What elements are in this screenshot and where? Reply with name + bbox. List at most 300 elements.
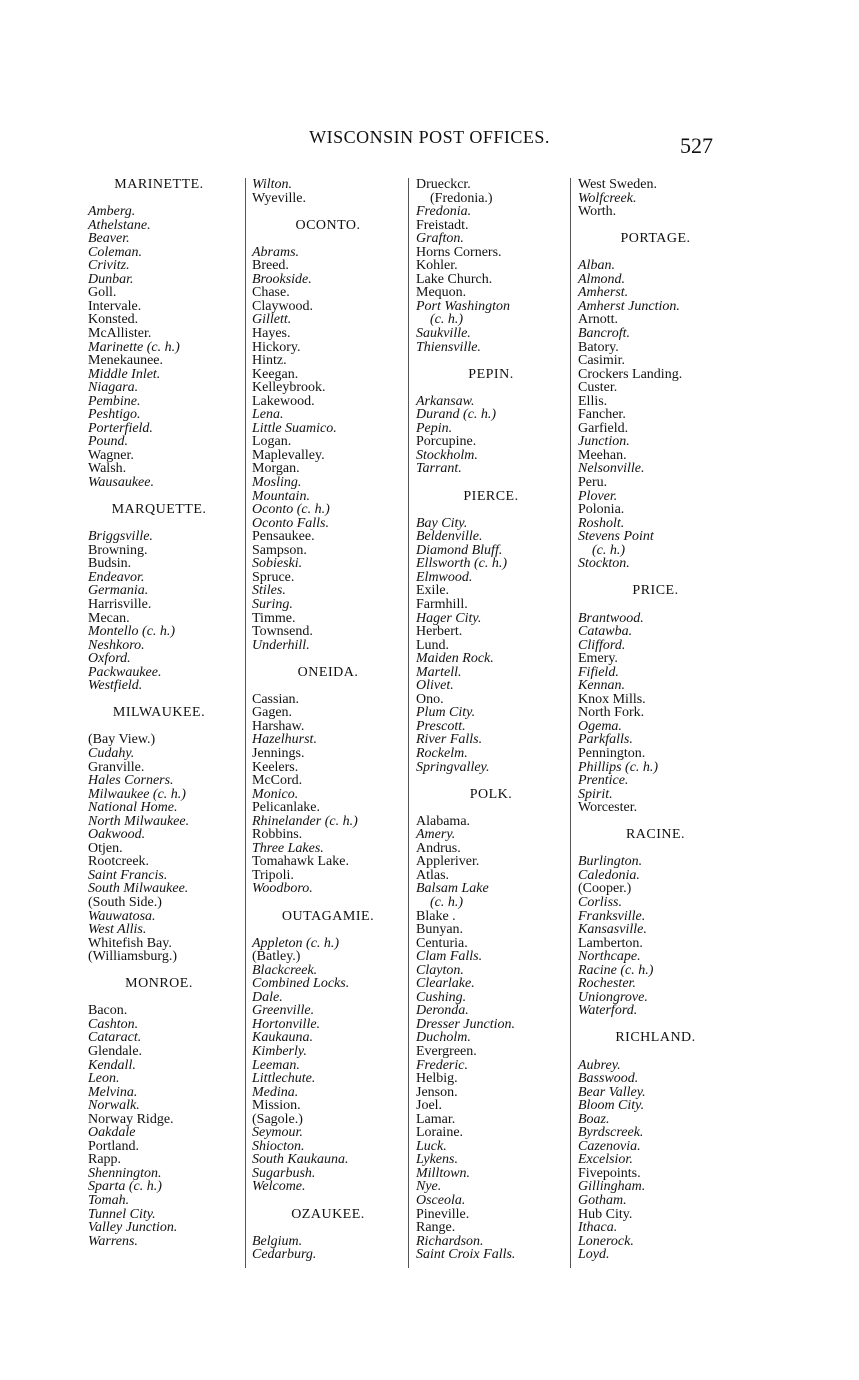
post-office-entry: Wyeville.: [252, 190, 306, 206]
post-office-entry: Granville.: [88, 759, 145, 775]
post-office-entry: Northcape.: [578, 949, 641, 965]
post-office-entry: Ithaca.: [578, 1220, 618, 1236]
post-office-entry: Little Suamico.: [252, 420, 337, 436]
post-office-entry: Prentice.: [578, 773, 629, 789]
post-office-entry: (c. h.): [592, 542, 626, 558]
post-office-entry: Woodboro.: [252, 881, 313, 897]
post-office-entry: Oconto Falls.: [252, 515, 329, 531]
county-heading: OUTAGAMIE.: [281, 908, 375, 924]
post-office-entry: Welcome.: [252, 1179, 306, 1195]
post-office-entry: Walsh.: [88, 461, 127, 477]
post-office-entry: Saukville.: [416, 326, 471, 342]
post-office-entry: Spruce.: [252, 569, 295, 585]
post-office-entry: Olivet.: [416, 678, 454, 694]
post-office-entry: (South Side.): [88, 894, 162, 910]
post-office-entry: Germania.: [88, 583, 149, 599]
spacer: [578, 598, 733, 612]
post-office-entry: North Milwaukee.: [88, 813, 190, 829]
post-office-entry: Crivitz.: [88, 258, 130, 274]
post-office-entry: Horns Corners.: [416, 244, 502, 260]
post-office-entry: North Fork.: [578, 705, 645, 721]
post-office-entry: Pennington.: [578, 745, 646, 761]
post-office-entry: Intervale.: [88, 298, 142, 314]
post-office-entry: Middle Inlet.: [88, 366, 161, 382]
spacer: [416, 381, 566, 395]
spacer: [88, 991, 230, 1005]
post-office-entry: Breed.: [252, 258, 289, 274]
post-office-entry: Lena.: [252, 407, 284, 423]
post-office-entry: Byrdscreek.: [578, 1125, 644, 1141]
post-office-entry: Gillett.: [252, 312, 292, 328]
post-office-entry: Portland.: [88, 1138, 139, 1154]
post-office-entry: Nelsonville.: [578, 461, 645, 477]
spacer: [88, 192, 230, 206]
post-office-entry: Burlington.: [578, 854, 643, 870]
post-office-entry: Excelsior.: [578, 1152, 633, 1168]
column-4: [578, 178, 733, 1262]
spacer: [416, 503, 566, 517]
post-office-entry: Crockers Landing.: [578, 366, 683, 382]
post-office-entry: Amery.: [416, 827, 456, 843]
post-office-entry: (Fredonia.): [430, 190, 493, 206]
post-office-entry: Cazenovia.: [578, 1138, 641, 1154]
post-office-entry: National Home.: [88, 800, 178, 816]
spacer: [252, 923, 404, 937]
post-office-entry: Tarrant.: [416, 461, 462, 477]
spacer: [416, 801, 566, 815]
post-office-entry: Deronda.: [416, 1003, 469, 1019]
post-office-entry: Fivepoints.: [578, 1165, 641, 1181]
county-heading: OZAUKEE.: [291, 1206, 365, 1222]
post-office-entry: Menekaunee.: [88, 353, 164, 369]
post-office-entry: Blake .: [416, 908, 456, 924]
post-office-entry: Glendale.: [88, 1044, 143, 1059]
page-number: 527: [680, 133, 713, 158]
county-heading: MARQUETTE.: [111, 502, 207, 518]
post-office-entry: Clifford.: [578, 637, 626, 653]
post-office-entry: Peru.: [578, 475, 608, 491]
post-office-entry: Hickory.: [252, 339, 301, 355]
post-office-entry: Jenson.: [416, 1084, 458, 1100]
post-office-entry: Endeavor.: [88, 569, 145, 585]
post-office-entry: Junction.: [578, 434, 630, 450]
post-office-entry: Brookside.: [252, 271, 312, 287]
post-office-entry: Kaukauna.: [252, 1030, 314, 1046]
post-office-entry: Spirit.: [578, 786, 613, 802]
post-office-entry: Sampson.: [252, 542, 307, 558]
spacer: [416, 476, 566, 490]
post-office-entry: Catawba.: [578, 624, 633, 640]
post-office-entry: Amherst.: [578, 285, 629, 301]
post-office-entry: Loyd.: [578, 1247, 610, 1263]
post-office-entry: Oconto (c. h.): [252, 502, 330, 518]
post-office-entry: Mountain.: [252, 488, 310, 504]
spacer: [88, 720, 230, 734]
spacer: [88, 964, 230, 978]
post-office-entry: Robbins.: [252, 827, 303, 843]
post-office-entry: Cashton.: [88, 1016, 139, 1032]
post-office-entry: Durand (c. h.): [416, 407, 497, 423]
post-office-entry: Tripoli.: [252, 867, 294, 883]
post-office-entry: Port Washington: [416, 298, 510, 314]
post-office-entry: Three Lakes.: [252, 840, 324, 856]
county-heading: PIERCE.: [463, 488, 519, 504]
post-office-entry: Worcester.: [578, 800, 638, 816]
post-office-entry: Casimir.: [578, 353, 626, 369]
post-office-entry: Shiocton.: [252, 1138, 305, 1154]
post-office-entry: Seymour.: [252, 1125, 303, 1141]
post-office-entry: Emery.: [578, 651, 618, 667]
post-office-entry: Browning.: [88, 542, 148, 558]
post-office-entry: Pineville.: [416, 1206, 470, 1222]
spacer: [88, 490, 230, 504]
post-office-entry: Polonia.: [578, 502, 625, 518]
post-office-entry: Niagara.: [88, 380, 139, 396]
post-office-entry: South Kaukauna.: [252, 1152, 349, 1168]
post-office-entry: Franksville.: [578, 908, 646, 924]
post-office-entry: Joel.: [416, 1098, 443, 1114]
post-office-entry: Budsin.: [88, 556, 132, 572]
post-office-entry: Meehan.: [578, 447, 627, 463]
post-office-entry: Keelers.: [252, 759, 299, 775]
spacer: [88, 693, 230, 707]
post-office-entry: Rapp.: [88, 1152, 122, 1168]
county-heading: PORTAGE.: [620, 231, 691, 247]
post-office-entry: Timme.: [252, 610, 296, 626]
post-office-entry: Konsted.: [88, 312, 139, 328]
post-office-entry: Harrisville.: [88, 596, 152, 612]
post-office-entry: (c. h.): [430, 894, 464, 910]
post-office-entry: Thiensville.: [416, 339, 481, 355]
post-office-entry: Osceola.: [416, 1193, 466, 1209]
post-office-entry: Stevens Point: [578, 529, 654, 545]
post-office-entry: Luck.: [416, 1138, 447, 1154]
post-office-entry: Diamond Bluff.: [416, 542, 503, 558]
post-office-entry: Lykens.: [416, 1152, 458, 1168]
post-office-entry: West Sweden.: [578, 177, 657, 192]
post-office-entry: Ogema.: [578, 718, 622, 734]
post-office-entry: Porterfield.: [88, 420, 153, 436]
post-office-entry: Andrus.: [416, 840, 461, 856]
post-office-entry: Maplevalley.: [252, 447, 325, 463]
post-office-entry: Hazelhurst.: [252, 732, 317, 748]
post-office-entry: Logan.: [252, 434, 292, 450]
post-office-entry: (Sagole.): [252, 1111, 303, 1127]
post-office-entry: Hayes.: [252, 326, 291, 342]
post-office-entry: Grafton.: [416, 231, 464, 247]
post-office-entry: Peshtigo.: [88, 407, 141, 423]
spacer: [252, 652, 404, 666]
post-office-entry: Mosling.: [252, 475, 302, 491]
post-office-entry: Norway Ridge.: [88, 1111, 174, 1127]
post-office-entry: Balsam Lake: [416, 881, 489, 897]
post-office-entry: Exile.: [416, 583, 450, 599]
post-office-entry: (Batley.): [252, 949, 301, 965]
post-office-entry: Appleriver.: [416, 854, 480, 870]
post-office-entry: Ellsworth (c. h.): [416, 556, 507, 572]
post-office-entry: Gagen.: [252, 705, 293, 721]
post-office-entry: Chase.: [252, 285, 290, 301]
spacer: [578, 571, 733, 585]
column-divider: [245, 178, 246, 1268]
post-office-entry: Cudahy.: [88, 745, 135, 761]
post-office-entry: McCord.: [252, 773, 303, 789]
post-office-entry: Rosholt.: [578, 515, 625, 531]
post-office-entry: Atlas.: [416, 867, 450, 883]
page-title: WISCONSIN POST OFFICES.: [309, 127, 550, 147]
post-office-entry: Underhill.: [252, 637, 310, 653]
post-office-entry: Lamberton.: [578, 935, 643, 951]
post-office-entry: Helbig.: [416, 1071, 458, 1087]
spacer: [252, 1194, 404, 1208]
post-office-entry: Gillingham.: [578, 1179, 646, 1195]
post-office-entry: Centuria.: [416, 935, 468, 951]
post-office-entry: Beaver.: [88, 231, 130, 247]
post-office-entry: Maiden Rock.: [416, 651, 494, 667]
post-office-entry: Sobieski.: [252, 556, 303, 572]
post-office-entry: Porcupine.: [416, 434, 477, 450]
post-office-entry: Waterford.: [578, 1003, 638, 1019]
post-office-entry: Dunbar.: [88, 271, 134, 287]
post-office-entry: Rockelm.: [416, 745, 468, 761]
post-office-entry: Leon.: [88, 1071, 120, 1087]
post-office-entry: Nye.: [416, 1179, 442, 1195]
post-office-entry: Cedarburg.: [252, 1247, 317, 1263]
post-office-entry: Frederic.: [416, 1057, 468, 1073]
post-office-entry: Gotham.: [578, 1193, 627, 1209]
post-office-entry: Kohler.: [416, 258, 458, 274]
post-office-entry: Ono.: [416, 691, 444, 707]
post-office-entry: Rootcreek.: [88, 854, 150, 870]
post-office-entry: Corliss.: [578, 894, 622, 910]
county-heading: RACINE.: [625, 827, 686, 843]
post-office-entry: Lakewood.: [252, 393, 315, 409]
post-office-entry: Jennings.: [252, 745, 305, 761]
post-office-entry: Bacon.: [88, 1003, 128, 1019]
post-office-entry: Basswood.: [578, 1071, 639, 1087]
post-office-entry: Richardson.: [416, 1233, 484, 1249]
post-office-entry: Appleton (c. h.): [252, 935, 340, 951]
post-office-entry: Clam Falls.: [416, 949, 483, 965]
post-office-entry: Garfield.: [578, 420, 629, 436]
post-office-entry: West Allis.: [88, 922, 147, 938]
spacer: [578, 815, 733, 829]
post-office-entry: Clearlake.: [416, 976, 475, 992]
post-office-entry: Custer.: [578, 380, 618, 396]
post-office-entry: Farmhill.: [416, 596, 468, 612]
county-heading: MARINETTE.: [114, 177, 204, 192]
post-office-entry: Kimberly.: [252, 1044, 307, 1059]
post-office-entry: Packwaukee.: [88, 664, 162, 680]
post-office-entry: Morgan.: [252, 461, 300, 477]
post-office-entry: Herbert.: [416, 624, 463, 640]
post-office-entry: Saint Francis.: [88, 867, 168, 883]
post-office-entry: Arkansaw.: [416, 393, 475, 409]
post-office-entry: Medina.: [252, 1084, 299, 1100]
post-office-entry: (Williamsburg.): [88, 949, 177, 965]
spacer: [578, 1045, 733, 1059]
post-office-entry: Fancher.: [578, 407, 626, 423]
post-office-entry: Elmwood.: [416, 569, 473, 585]
post-office-entry: Claywood.: [252, 298, 314, 314]
post-office-entry: Hales Corners.: [88, 773, 174, 789]
post-office-entry: (c. h.): [430, 312, 464, 328]
post-office-entry: Aubrey.: [578, 1057, 621, 1073]
county-heading: OCONTO.: [295, 217, 361, 233]
county-heading: MILWAUKEE.: [112, 705, 206, 721]
county-heading: ONEIDA.: [297, 664, 359, 680]
post-office-entry: Bear Valley.: [578, 1084, 646, 1100]
post-office-entry: Shennington.: [88, 1165, 162, 1181]
county-heading: PRICE.: [632, 583, 679, 599]
post-office-entry: Monico.: [252, 786, 299, 802]
post-office-entry: Pepin.: [416, 420, 453, 436]
post-office-entry: Stockton.: [578, 556, 630, 572]
post-office-entry: Pensaukee.: [252, 529, 315, 545]
column-divider: [570, 178, 571, 1268]
post-office-entry: Knox Mills.: [578, 691, 646, 707]
spacer: [252, 232, 404, 246]
county-heading: RICHLAND.: [615, 1030, 696, 1046]
post-office-entry: Ellis.: [578, 393, 608, 409]
post-office-entry: Milwaukee (c. h.): [88, 786, 186, 802]
post-office-entry: Oakdale: [88, 1125, 136, 1141]
post-office-entry: Lake Church.: [416, 271, 493, 287]
post-office-entry: Rhinelander (c. h.): [252, 813, 358, 829]
post-office-entry: Phillips (c. h.): [578, 759, 659, 775]
post-office-entry: Kansasville.: [578, 922, 647, 938]
post-office-entry: Neshkoro.: [88, 637, 145, 653]
post-office-entry: Tunnel City.: [88, 1206, 156, 1222]
spacer: [578, 219, 733, 233]
post-office-entry: Cushing.: [416, 989, 467, 1005]
post-office-entry: Keegan.: [252, 366, 299, 382]
post-office-entry: South Milwaukee.: [88, 881, 189, 897]
post-office-entry: Coleman.: [88, 244, 143, 260]
post-office-entry: Parkfalls.: [578, 732, 633, 748]
post-office-entry: Bancroft.: [578, 326, 630, 342]
post-office-entry: Springvalley.: [416, 759, 490, 775]
post-office-entry: Tomah.: [88, 1193, 130, 1209]
post-office-entry: Almond.: [578, 271, 626, 287]
post-office-entry: Wilton.: [252, 177, 293, 192]
post-office-entry: Wolfcreek.: [578, 190, 637, 206]
post-office-entry: Dresser Junction.: [416, 1016, 516, 1032]
post-office-entry: Hintz.: [252, 353, 287, 369]
post-office-entry: Stockholm.: [416, 447, 478, 463]
post-office-entry: Worth.: [578, 204, 617, 220]
post-office-entry: Melvina.: [88, 1084, 138, 1100]
post-office-entry: Cassian.: [252, 691, 300, 707]
post-office-entry: Beldenville.: [416, 529, 483, 545]
county-heading: MONROE.: [125, 976, 193, 992]
post-office-entry: Arnott.: [578, 312, 619, 328]
post-office-entry: Lonerock.: [578, 1233, 634, 1249]
spacer: [252, 205, 404, 219]
spacer: [578, 246, 733, 260]
post-office-entry: Mequon.: [416, 285, 467, 301]
spacer: [416, 354, 566, 368]
post-office-entry: Racine (c. h.): [578, 962, 654, 978]
post-office-entry: Pelicanlake.: [252, 800, 321, 816]
post-office-entry: Alban.: [578, 258, 615, 274]
post-office-entry: Evergreen.: [416, 1044, 477, 1059]
spacer: [578, 842, 733, 856]
post-office-entry: Norwalk.: [88, 1098, 140, 1114]
post-office-entry: Martell.: [416, 664, 462, 680]
post-office-entry: Otjen.: [88, 840, 123, 856]
post-office-entry: Harshaw.: [252, 718, 305, 734]
post-office-entry: Pound.: [88, 434, 129, 450]
post-office-entry: (Bay View.): [88, 732, 156, 748]
post-office-entry: (Cooper.): [578, 881, 632, 897]
spacer: [252, 679, 404, 693]
post-office-entry: Mecan.: [88, 610, 130, 626]
post-office-entry: Littlechute.: [252, 1071, 316, 1087]
post-office-entry: Combined Locks.: [252, 976, 350, 992]
post-office-entry: Suring.: [252, 596, 293, 612]
post-office-entry: Hub City.: [578, 1206, 633, 1222]
post-office-entry: McAllister.: [88, 326, 152, 342]
post-office-entry: Warrens.: [88, 1233, 138, 1249]
post-office-entry: Prescott.: [416, 718, 466, 734]
column-divider: [408, 178, 409, 1268]
post-office-entry: River Falls.: [416, 732, 483, 748]
post-office-entry: Amherst Junction.: [578, 298, 680, 314]
column-2: [252, 178, 404, 1262]
post-office-entry: Milltown.: [416, 1165, 471, 1181]
county-heading: POLK.: [469, 786, 513, 802]
post-office-entry: Clayton.: [416, 962, 464, 978]
post-office-entry: Caledonia.: [578, 867, 640, 883]
post-office-entry: Hager City.: [416, 610, 482, 626]
post-office-entry: Brantwood.: [578, 610, 644, 626]
post-office-entry: Marinette (c. h.): [88, 339, 180, 355]
post-office-entry: Amberg.: [88, 204, 136, 220]
post-office-entry: Kendall.: [88, 1057, 136, 1073]
post-office-entry: Montello (c. h.): [88, 624, 176, 640]
post-office-entry: Abrams.: [252, 244, 300, 260]
post-office-entry: Saint Croix Falls.: [416, 1247, 516, 1263]
post-office-entry: Blackcreek.: [252, 962, 318, 978]
post-office-entry: Valley Junction.: [88, 1220, 178, 1236]
post-office-entry: Pembine.: [88, 393, 141, 409]
post-office-entry: Bunyan.: [416, 922, 464, 938]
post-office-entry: Uniongrove.: [578, 989, 648, 1005]
post-office-entry: Leeman.: [252, 1057, 300, 1073]
post-office-entry: Fifield.: [578, 664, 619, 680]
post-office-entry: Hortonville.: [252, 1016, 321, 1032]
post-office-entry: Mission.: [252, 1098, 301, 1114]
post-office-entry: Ducholm.: [416, 1030, 471, 1046]
spacer: [416, 774, 566, 788]
post-office-entry: Wausaukee.: [88, 475, 154, 491]
spacer: [252, 896, 404, 910]
post-office-entry: Drueckcr.: [416, 177, 471, 192]
post-office-entry: Westfield.: [88, 678, 143, 694]
post-office-entry: Belgium.: [252, 1233, 303, 1249]
county-heading: PEPIN.: [468, 366, 514, 382]
post-office-entry: Athelstane.: [88, 217, 151, 233]
post-office-entry: Bloom City.: [578, 1098, 645, 1114]
post-office-entry: Plum City.: [416, 705, 476, 721]
spacer: [578, 1018, 733, 1032]
post-office-entry: Wagner.: [88, 447, 134, 463]
post-office-entry: Stiles.: [252, 583, 286, 599]
post-office-entry: Loraine.: [416, 1125, 464, 1141]
post-office-entry: Dale.: [252, 989, 283, 1005]
post-office-entry: Sparta (c. h.): [88, 1179, 162, 1195]
